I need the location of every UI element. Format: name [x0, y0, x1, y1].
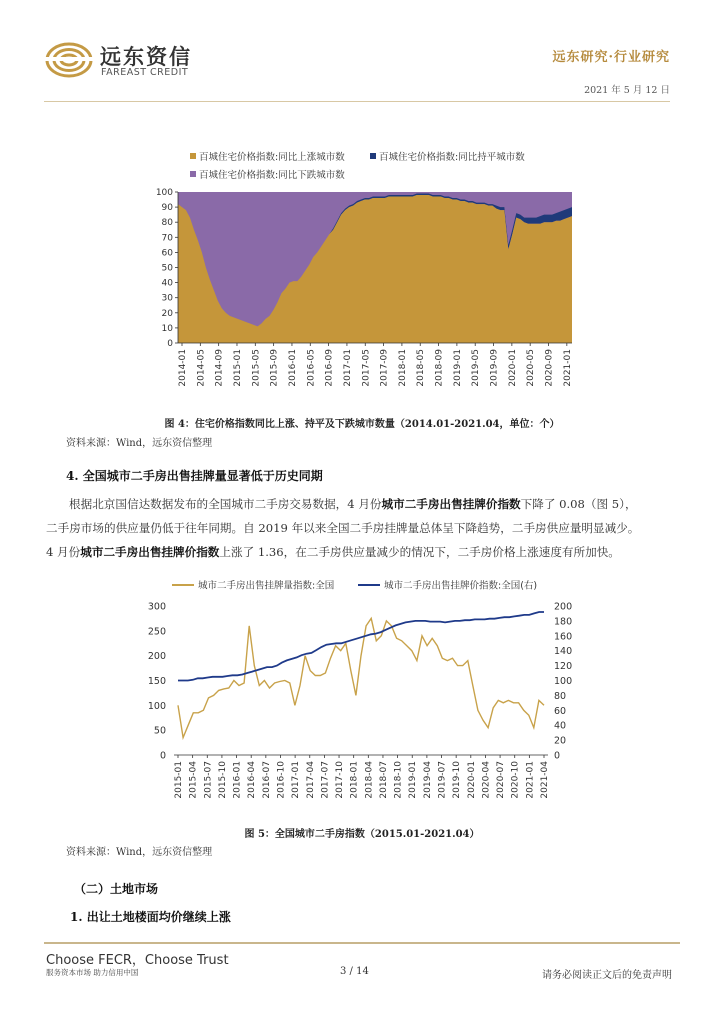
x-tick-label-5: 2016-04: [247, 761, 258, 799]
x-tick-label-9: 2017-01: [342, 349, 353, 387]
paragraph-line-2: 二手房市场的供应量仍低于往年同期。自 2019 年以来全国二手房挂牌量总体呈下降趋势，二手房供应量明显减少。: [46, 521, 640, 535]
y-tick-label-9: 90: [161, 203, 173, 214]
paragraph-line-1: [46, 492, 676, 516]
legend-label-1: 百城住宅价格指数:同比持平城市数: [379, 152, 525, 163]
section-4-heading: 4. 全国城市二手房出售挂牌量显著低于历史同期: [66, 469, 323, 483]
x-tick-label-9: 2017-04: [305, 761, 316, 799]
y-left-tick-label-2: 100: [147, 700, 166, 712]
header-section-title: 远东研究·行业研究: [552, 50, 670, 65]
y-right-tick-label-1: 20: [554, 735, 567, 747]
header-date: 2021 年 5 月 12 日: [584, 85, 670, 96]
x-tick-label-16: 2019-01: [408, 761, 419, 799]
section-4-paragraph: [46, 492, 676, 564]
figure-4-source: 资料来源：Wind，远东资信整理: [66, 438, 213, 449]
y-tick-label-2: 20: [161, 308, 173, 319]
x-tick-label-15: 2018-10: [393, 761, 404, 799]
y-tick-label-3: 30: [161, 293, 173, 304]
x-tick-label-0: 2014-01: [178, 349, 188, 387]
p3-text-a: 4 月份: [46, 545, 81, 559]
legend-swatch-1: [370, 153, 376, 159]
footer-slogan: Choose FECR，Choose Trust: [46, 953, 229, 968]
p3-bold: 城市二手房出售挂牌价指数: [80, 545, 220, 559]
company-logo: [44, 40, 94, 80]
x-tick-label-3: 2015-10: [217, 761, 228, 799]
figure-4-caption: 图 4：住宅价格指数同比上涨、持平及下跌城市数量（2014.01-2021.04，单位：个）: [164, 419, 560, 430]
p1-bold: 城市二手房出售挂牌价指数: [381, 497, 521, 511]
x-tick-label-18: 2019-07: [437, 761, 448, 799]
header-divider: [44, 101, 670, 102]
legend-label-volume: 城市二手房出售挂牌量指数:全国: [198, 580, 335, 592]
y-tick-label-6: 60: [161, 248, 173, 259]
x-tick-label-10: 2017-05: [361, 349, 372, 387]
x-tick-label-2: 2015-07: [203, 761, 214, 799]
x-tick-label-7: 2016-05: [306, 349, 317, 387]
footer-divider: [44, 942, 680, 944]
y-tick-label-8: 80: [161, 218, 173, 229]
logo-name-cn: 远东资信: [100, 45, 192, 69]
figure-5-source: 资料来源：Wind，远东资信整理: [66, 847, 213, 858]
x-tick-label-0: 2015-01: [174, 761, 184, 799]
legend-label-2: 百城住宅价格指数:同比下跌城市数: [199, 170, 345, 181]
x-tick-label-8: 2016-09: [324, 349, 335, 387]
y-tick-label-5: 50: [161, 263, 173, 274]
y-right-tick-label-9: 180: [554, 616, 573, 628]
x-tick-label-4: 2015-05: [251, 349, 262, 387]
x-tick-label-14: 2018-07: [378, 761, 389, 799]
y-tick-label-7: 70: [161, 233, 173, 244]
x-tick-label-15: 2019-01: [452, 349, 463, 387]
y-right-tick-label-3: 60: [554, 705, 567, 717]
series-price-line: [178, 612, 544, 681]
x-tick-label-8: 2017-01: [291, 761, 302, 799]
legend-label-0: 百城住宅价格指数:同比上涨城市数: [199, 152, 345, 163]
subsection-land-heading: 1. 出让土地楼面均价继续上涨: [70, 910, 231, 924]
y-left-tick-label-5: 250: [147, 626, 166, 638]
x-tick-label-18: 2020-01: [507, 349, 518, 387]
y-left-tick-label-3: 150: [147, 676, 166, 687]
x-tick-label-14: 2018-09: [434, 349, 445, 387]
x-tick-label-16: 2019-05: [471, 349, 482, 387]
figure-5-caption: 图 5：全国城市二手房指数（2015.01-2021.04）: [244, 829, 480, 840]
footer-subslogan: 服务资本市场 助力信用中国: [46, 968, 139, 977]
x-tick-label-24: 2021-01: [525, 761, 536, 799]
series-volume-line: [178, 618, 544, 737]
x-tick-label-2: 2014-09: [214, 349, 225, 387]
x-tick-label-12: 2018-01: [349, 761, 360, 799]
legend-swatch-2: [190, 171, 196, 177]
x-tick-label-13: 2018-05: [416, 349, 427, 387]
x-tick-label-7: 2016-10: [276, 761, 287, 799]
x-tick-label-25: 2021-04: [540, 761, 550, 799]
paragraph-line-3: [46, 540, 676, 564]
page-number: 3 / 14: [340, 966, 369, 977]
p1-text-c: 下降了 0.08（图 5），: [520, 497, 637, 511]
legend-label-price: 城市二手房出售挂牌价指数:全国(右): [384, 580, 538, 592]
y-right-tick-label-8: 160: [554, 631, 573, 643]
legend-swatch-0: [190, 153, 196, 159]
x-tick-label-5: 2015-09: [269, 349, 280, 387]
footer-disclaimer: 请务必阅读正文后的免责声明: [542, 970, 672, 981]
section-land-heading: （二）土地市场: [74, 882, 159, 896]
x-tick-label-12: 2018-01: [397, 349, 408, 387]
x-tick-label-17: 2019-09: [489, 349, 500, 387]
y-right-tick-label-6: 120: [554, 661, 573, 673]
x-tick-label-19: 2020-05: [526, 349, 537, 387]
x-tick-label-21: 2021-01: [562, 349, 573, 387]
y-tick-label-10: 100: [155, 188, 173, 198]
x-tick-label-1: 2015-04: [188, 761, 199, 799]
logo-name-en: FAREAST CREDIT: [101, 67, 189, 78]
x-tick-label-10: 2017-07: [320, 761, 331, 799]
x-tick-label-6: 2016-01: [287, 349, 298, 387]
figure-5-chart: [130, 574, 590, 814]
x-tick-label-13: 2018-04: [364, 761, 375, 799]
y-left-tick-label-1: 50: [153, 725, 166, 737]
x-tick-label-17: 2019-04: [422, 761, 433, 799]
x-tick-label-4: 2016-01: [232, 761, 243, 799]
x-tick-label-21: 2020-04: [481, 761, 492, 799]
y-right-tick-label-0: 0: [554, 750, 561, 762]
x-tick-label-20: 2020-01: [466, 761, 477, 799]
x-tick-label-11: 2017-09: [379, 349, 390, 387]
x-tick-label-19: 2019-10: [452, 761, 463, 799]
y-right-tick-label-10: 200: [554, 601, 573, 613]
y-left-tick-label-6: 300: [147, 601, 166, 613]
y-right-tick-label-4: 80: [554, 690, 567, 702]
y-right-tick-label-5: 100: [554, 676, 573, 687]
y-left-tick-label-0: 0: [159, 750, 166, 762]
y-right-tick-label-7: 140: [554, 646, 573, 658]
x-tick-label-1: 2014-05: [196, 349, 207, 387]
y-right-tick-label-2: 40: [554, 720, 567, 732]
p3-text-c: 上涨了 1.36，在二手房供应量减少的情况下，二手房价格上涨速度有所加快。: [219, 545, 620, 559]
x-tick-label-20: 2020-09: [544, 349, 555, 387]
x-tick-label-6: 2016-07: [261, 761, 272, 799]
y-left-tick-label-4: 200: [147, 651, 166, 663]
x-tick-label-22: 2020-07: [496, 761, 507, 799]
y-tick-label-4: 40: [161, 278, 173, 289]
logo-rings-icon: [44, 40, 94, 80]
y-tick-label-1: 10: [161, 323, 173, 334]
x-tick-label-23: 2020-10: [510, 761, 521, 799]
x-tick-label-11: 2017-10: [335, 761, 346, 799]
figure-4-chart: [155, 138, 580, 400]
x-tick-label-3: 2015-01: [232, 349, 243, 387]
y-tick-label-0: 0: [167, 339, 173, 349]
p1-text-a: 根据北京国信达数据发布的全国城市二手房交易数据，4 月份: [69, 497, 382, 511]
